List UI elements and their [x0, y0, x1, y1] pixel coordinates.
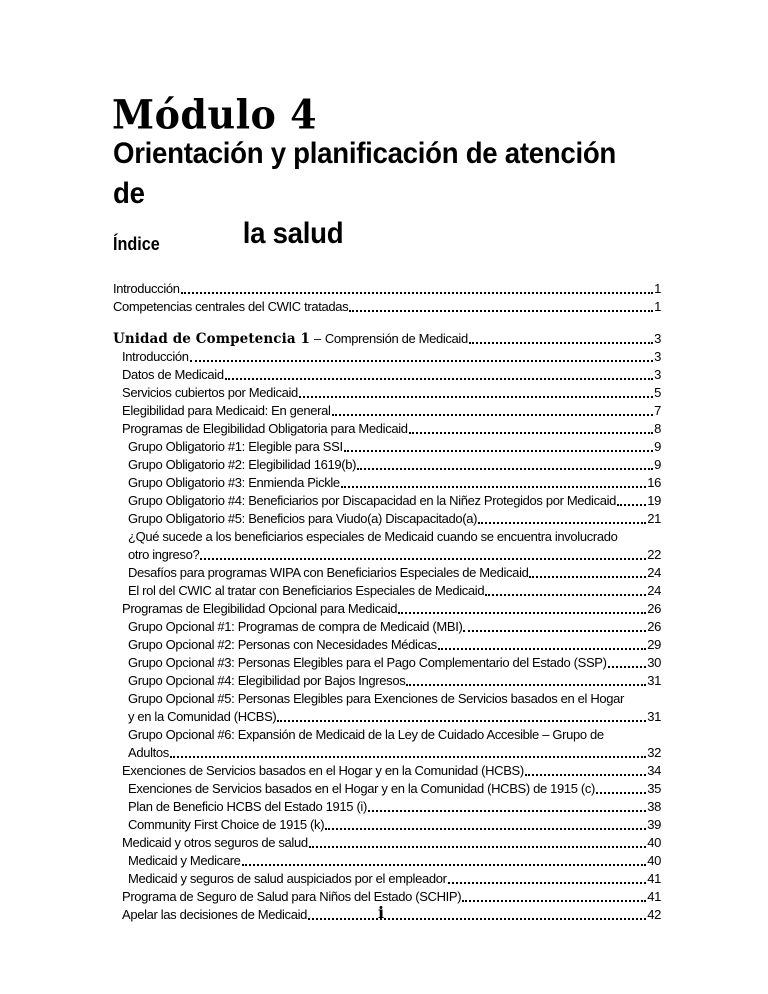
- toc-entry[interactable]: [113, 888, 661, 906]
- dot-leader: [308, 918, 646, 920]
- toc-entry-label: Elegibilidad para Medicaid: En general: [122, 403, 331, 418]
- toc-entry-label: Competencias centrales del CWIC tratadas: [113, 299, 349, 314]
- toc-entry[interactable]: [113, 618, 661, 636]
- toc-entry-page: 3: [654, 349, 661, 364]
- dot-leader: [344, 450, 653, 452]
- dot-leader: [406, 684, 646, 686]
- subtitle-line-1: Orientación y planificación de atención de: [113, 137, 617, 210]
- toc-entry-page: 5: [654, 385, 661, 400]
- toc-entry-page: 40: [647, 835, 661, 850]
- toc-entry-page: 31: [647, 673, 661, 688]
- dot-leader: [299, 396, 653, 398]
- toc-entry-label: Grupo Opcional #2: Personas con Necesidades Médicas: [128, 637, 437, 652]
- dot-leader: [368, 810, 646, 812]
- dot-leader: [478, 522, 646, 524]
- unit-separator: –: [313, 331, 321, 346]
- toc-entry-page: 3: [654, 367, 661, 382]
- toc-entry-page: 41: [647, 871, 661, 886]
- toc-entry[interactable]: [113, 798, 661, 816]
- toc-entry-page: 3: [654, 331, 661, 346]
- page-number: i: [378, 903, 385, 922]
- toc-entry-label: Grupo Obligatorio #3: Enmienda Pickle: [128, 475, 340, 490]
- toc-entry-label: Desafíos para programas WIPA con Beneficiarios Especiales de Medicaid: [128, 565, 529, 580]
- dot-leader: [529, 576, 646, 578]
- toc-entry-page: 30: [647, 655, 661, 670]
- table-of-contents: [113, 280, 661, 924]
- toc-entry-label: Introducción: [113, 281, 180, 296]
- toc-entry-label: Medicaid y Medicare: [128, 853, 241, 868]
- toc-entry[interactable]: [113, 852, 661, 870]
- toc-entry-label: Datos de Medicaid: [122, 367, 224, 382]
- toc-entry-label-continued: otro ingreso?: [128, 547, 200, 562]
- toc-entry-page: 24: [647, 565, 661, 580]
- toc-entry[interactable]: [113, 780, 661, 798]
- toc-entry[interactable]: [113, 600, 661, 618]
- dot-leader: [325, 828, 646, 830]
- toc-entry-label-continued: Adultos: [128, 745, 169, 760]
- toc-entry[interactable]: [113, 384, 661, 402]
- toc-entry-page: 22: [647, 547, 661, 562]
- dot-leader: [525, 774, 646, 776]
- toc-entry-label: Community First Choice de 1915 (k): [128, 817, 325, 832]
- toc-entry-label: Exenciones de Servicios basados en el Hogar y en la Comunidad (HCBS) de 1915 (c): [128, 781, 595, 796]
- toc-entry[interactable]: [113, 762, 661, 780]
- unit-title: Comprensión de Medicaid: [324, 331, 468, 346]
- toc-entry-label: Grupo Obligatorio #1: Elegible para SSI: [128, 439, 343, 454]
- dot-leader: [485, 594, 646, 596]
- toc-entry-page: 1: [654, 299, 661, 314]
- toc-entry-label: Grupo Opcional #1: Programas de compra de Medicaid (MBI): [128, 619, 463, 634]
- toc-entry-label: Exenciones de Servicios basados en el Hogar y en la Comunidad (HCBS): [122, 763, 524, 778]
- toc-entry[interactable]: [113, 298, 661, 316]
- toc-entry-page: 34: [647, 763, 661, 778]
- toc-entry[interactable]: [113, 870, 661, 888]
- toc-entry[interactable]: [113, 438, 661, 456]
- toc-entry-page: 9: [654, 439, 661, 454]
- dot-leader: [357, 468, 653, 470]
- toc-entry[interactable]: [113, 456, 661, 474]
- toc-entry-label: El rol del CWIC al tratar con Beneficiarios Especiales de Medicaid: [128, 583, 485, 598]
- toc-entry-label: Grupo Obligatorio #5: Beneficios para Viudo(a) Discapacitado(a): [128, 511, 478, 526]
- toc-entry-label: ¿Qué sucede a los beneficiarios especiales de Medicaid cuando se encuentra involucrado: [128, 529, 618, 544]
- dot-leader: [596, 792, 646, 794]
- module-subtitle: [113, 134, 647, 254]
- dot-leader: [463, 630, 646, 632]
- toc-entry[interactable]: [113, 280, 661, 298]
- toc-entry-label: Servicios cubiertos por Medicaid: [122, 385, 298, 400]
- toc-entry-label: Introducción: [122, 349, 189, 364]
- dot-leader: [200, 558, 646, 560]
- dot-leader: [170, 756, 646, 758]
- dot-leader: [181, 292, 653, 294]
- toc-entry-page: 41: [647, 889, 661, 904]
- toc-entry-label: Grupo Opcional #6: Expansión de Medicaid de la Ley de Cuidado Accesible – Grupo de: [128, 727, 604, 742]
- toc-entry[interactable]: [113, 672, 661, 690]
- toc-entry-label: Grupo Opcional #4: Elegibilidad por Bajos Ingresos: [128, 673, 406, 688]
- toc-entry[interactable]: [113, 816, 661, 834]
- toc-entry[interactable]: [113, 348, 661, 366]
- toc-entry-page: 42: [647, 907, 661, 922]
- toc-entry-label: Grupo Obligatorio #4: Beneficiarios por Discapacidad en la Niñez Protegidos por Medicaid: [128, 493, 617, 508]
- dot-leader: [617, 504, 646, 506]
- toc-entry-label: Programa de Seguro de Salud para Niños del Estado (SCHIP): [122, 889, 462, 904]
- dot-leader: [225, 378, 653, 380]
- dot-leader: [242, 864, 647, 866]
- toc-entry-label-continued: y en la Comunidad (HCBS): [128, 709, 277, 724]
- toc-entry-label: Medicaid y otros seguros de salud: [122, 835, 308, 850]
- toc-entry-page: 8: [654, 421, 661, 436]
- toc-entry[interactable]: [113, 906, 661, 924]
- toc-entry[interactable]: [113, 690, 661, 726]
- toc-unit-heading: [113, 330, 468, 348]
- toc-entry-page: 26: [647, 619, 661, 634]
- toc-entry-page: 9: [654, 457, 661, 472]
- dot-leader: [448, 882, 647, 884]
- toc-entry-label: Programas de Elegibilidad Obligatoria para Medicaid: [122, 421, 408, 436]
- toc-entry-label: Apelar las decisiones de Medicaid: [122, 907, 308, 922]
- toc-unit-entry[interactable]: [113, 330, 661, 348]
- toc-entry[interactable]: [113, 564, 661, 582]
- toc-entry[interactable]: [113, 636, 661, 654]
- toc-entry-page: 39: [647, 817, 661, 832]
- dot-leader: [469, 342, 653, 344]
- toc-entry-page: 38: [647, 799, 661, 814]
- dot-leader: [398, 612, 646, 614]
- dot-leader: [438, 648, 646, 650]
- toc-entry-page: 21: [647, 511, 661, 526]
- dot-leader: [409, 432, 653, 434]
- toc-entry[interactable]: [113, 834, 661, 852]
- dot-leader: [332, 414, 654, 416]
- toc-entry[interactable]: [113, 726, 661, 762]
- toc-entry[interactable]: [113, 528, 661, 564]
- toc-entry-page: 24: [647, 583, 661, 598]
- dot-leader: [309, 846, 647, 848]
- toc-entry[interactable]: [113, 654, 661, 672]
- toc-entry-page: 1: [654, 281, 661, 296]
- toc-entry[interactable]: [113, 402, 661, 420]
- toc-entry[interactable]: [113, 492, 661, 510]
- toc-entry-page: 19: [647, 493, 661, 508]
- toc-entry-page: 31: [647, 709, 661, 724]
- toc-entry[interactable]: [113, 420, 661, 438]
- toc-entry-page: 35: [647, 781, 661, 796]
- toc-entry-page: 40: [647, 853, 661, 868]
- subtitle-line-2: la salud: [242, 217, 344, 250]
- dot-leader: [190, 360, 653, 362]
- toc-entry-label: Plan de Beneficio HCBS del Estado 1915 (i): [128, 799, 367, 814]
- toc-entry-label: Programas de Elegibilidad Opcional para Medicaid: [122, 601, 398, 616]
- toc-entry-label: Grupo Opcional #3: Personas Elegibles para el Pago Complementario del Estado (SSP): [128, 655, 607, 670]
- toc-entry[interactable]: [113, 474, 661, 492]
- toc-entry-page: 16: [647, 475, 661, 490]
- unit-name: Unidad de Competencia 1: [113, 331, 310, 347]
- toc-entry-label: Grupo Obligatorio #2: Elegibilidad 1619(b): [128, 457, 357, 472]
- toc-entry-page: 7: [654, 403, 661, 418]
- dot-leader: [277, 720, 646, 722]
- toc-entry-label: Grupo Opcional #5: Personas Elegibles para Exenciones de Servicios basados en el Hogar: [128, 691, 624, 706]
- toc-entry-page: 29: [647, 637, 661, 652]
- dot-leader: [341, 486, 646, 488]
- toc-entry[interactable]: [113, 582, 661, 600]
- toc-entry-page: 26: [647, 601, 661, 616]
- toc-entry[interactable]: [113, 510, 661, 528]
- dot-leader: [462, 900, 646, 902]
- toc-entry-page: 32: [647, 745, 661, 760]
- toc-entry-label: Medicaid y seguros de salud auspiciados por el empleador: [128, 871, 447, 886]
- dot-leader: [608, 666, 647, 668]
- module-title: Módulo 4: [112, 90, 318, 139]
- index-heading: Índice: [113, 234, 160, 254]
- toc-entry[interactable]: [113, 366, 661, 384]
- dot-leader: [349, 310, 653, 312]
